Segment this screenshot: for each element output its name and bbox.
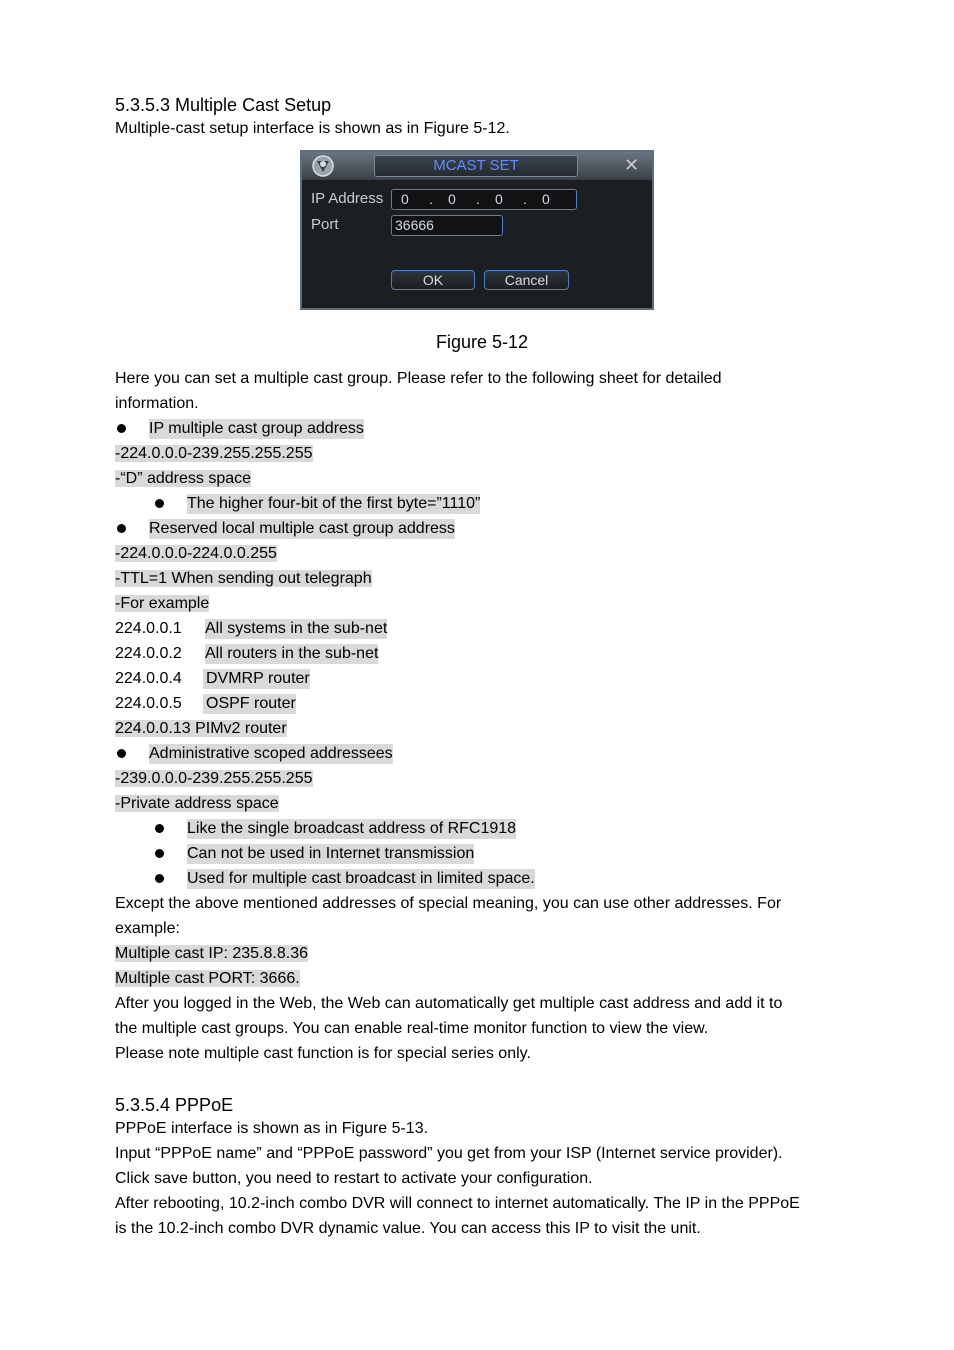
example-address: 224.0.0.1: [115, 620, 182, 637]
cancel-button[interactable]: Cancel: [484, 270, 569, 290]
sub-bullet-item: Can not be used in Internet transmission: [187, 845, 475, 862]
text-line: 224.0.0.13 PIMv2 router: [115, 720, 287, 737]
port-input[interactable]: 36666: [391, 215, 503, 236]
ip-separator: .: [476, 191, 480, 207]
bullet-icon: [117, 524, 126, 533]
paragraph-line: the multiple cast groups. You can enable real-time monitor function to view the view.: [115, 1020, 709, 1037]
bullet-item: Reserved local multiple cast group address: [149, 520, 455, 537]
section-heading: 5.3.5.4 PPPoE: [115, 1095, 234, 1115]
ip-separator: .: [429, 191, 433, 207]
text-line: -Private address space: [115, 795, 279, 812]
sub-bullet-item: Used for multiple cast broadcast in limited space.: [187, 870, 535, 887]
text-line: -239.0.0.0-239.255.255.255: [115, 770, 313, 787]
bullet-item: Administrative scoped addressees: [149, 745, 393, 762]
ip-octet-3[interactable]: 0: [495, 191, 503, 207]
paragraph-line: PPPoE interface is shown as in Figure 5-13.: [115, 1120, 429, 1137]
ip-octet-1[interactable]: 0: [401, 191, 409, 207]
app-logo-icon: [308, 153, 338, 179]
paragraph-line: Please note multiple cast function is for special series only.: [115, 1045, 531, 1062]
example-description: All systems in the sub-net: [205, 620, 388, 637]
ip-octet-4[interactable]: 0: [542, 191, 550, 207]
ip-address-label: IP Address: [311, 190, 384, 207]
sub-bullet-item: The higher four-bit of the first byte=”1110”: [187, 495, 481, 512]
close-icon[interactable]: ✕: [624, 155, 640, 175]
port-label: Port: [311, 216, 339, 233]
sub-bullet-item: Like the single broadcast address of RFC1918: [187, 820, 517, 837]
text-line: -For example: [115, 595, 210, 612]
dialog-title-frame: [374, 155, 578, 177]
example-row: [115, 694, 296, 714]
paragraph-line: After you logged in the Web, the Web can automatically get multiple cast address and add it to: [115, 995, 783, 1012]
ok-button[interactable]: OK: [391, 270, 475, 290]
dialog-title-bar: [302, 152, 652, 180]
dialog-title: MCAST SET: [433, 157, 519, 174]
bullet-icon: [155, 874, 164, 883]
bullet-item: IP multiple cast group address: [149, 420, 364, 437]
ip-address-input[interactable]: [391, 189, 577, 210]
bullet-icon: [155, 824, 164, 833]
example-description: All routers in the sub-net: [205, 645, 379, 662]
ip-separator: .: [523, 191, 527, 207]
paragraph-line: is the 10.2-inch combo DVR dynamic value. You can access this IP to visit the unit.: [115, 1220, 701, 1237]
figure-caption: Figure 5-12: [436, 332, 529, 352]
text-line: -“D” address space: [115, 470, 252, 487]
text-line: -224.0.0.0-239.255.255.255: [115, 445, 313, 462]
example-row: [115, 669, 310, 689]
text-line: -224.0.0.0-224.0.0.255: [115, 545, 277, 562]
example-description: DVMRP router: [203, 669, 310, 689]
example-row: [115, 644, 379, 664]
bullet-icon: [155, 499, 164, 508]
mcast-set-dialog: [300, 150, 654, 310]
paragraph-line: Input “PPPoE name” and “PPPoE password” you get from your ISP (Internet service provider).: [115, 1145, 783, 1162]
intro-text: Multiple-cast setup interface is shown as in Figure 5-12.: [115, 120, 510, 137]
text-line: Multiple cast IP: 235.8.8.36: [115, 945, 308, 962]
bullet-icon: [155, 849, 164, 858]
paragraph-line: After rebooting, 10.2-inch combo DVR will connect to internet automatically. The IP in the PPPoE: [115, 1195, 800, 1212]
example-address: 224.0.0.2: [115, 645, 182, 662]
paragraph-line: Except the above mentioned addresses of special meaning, you can use other addresses. For: [115, 895, 782, 912]
example-address: 224.0.0.5: [115, 695, 182, 712]
example-description: OSPF router: [203, 694, 296, 714]
example-row: [115, 619, 388, 639]
ip-octet-2[interactable]: 0: [448, 191, 456, 207]
paragraph-line: Click save button, you need to restart to activate your configuration.: [115, 1170, 593, 1187]
section-heading: 5.3.5.3 Multiple Cast Setup: [115, 95, 332, 115]
paragraph-line: Here you can set a multiple cast group. Please refer to the following sheet for detailed: [115, 370, 722, 387]
paragraph-line: information.: [115, 395, 199, 412]
example-address: 224.0.0.4: [115, 670, 182, 687]
text-line: Multiple cast PORT: 3666.: [115, 970, 300, 987]
bullet-icon: [117, 749, 126, 758]
paragraph-line: example:: [115, 920, 180, 937]
bullet-icon: [117, 424, 126, 433]
text-line: -TTL=1 When sending out telegraph: [115, 570, 372, 587]
